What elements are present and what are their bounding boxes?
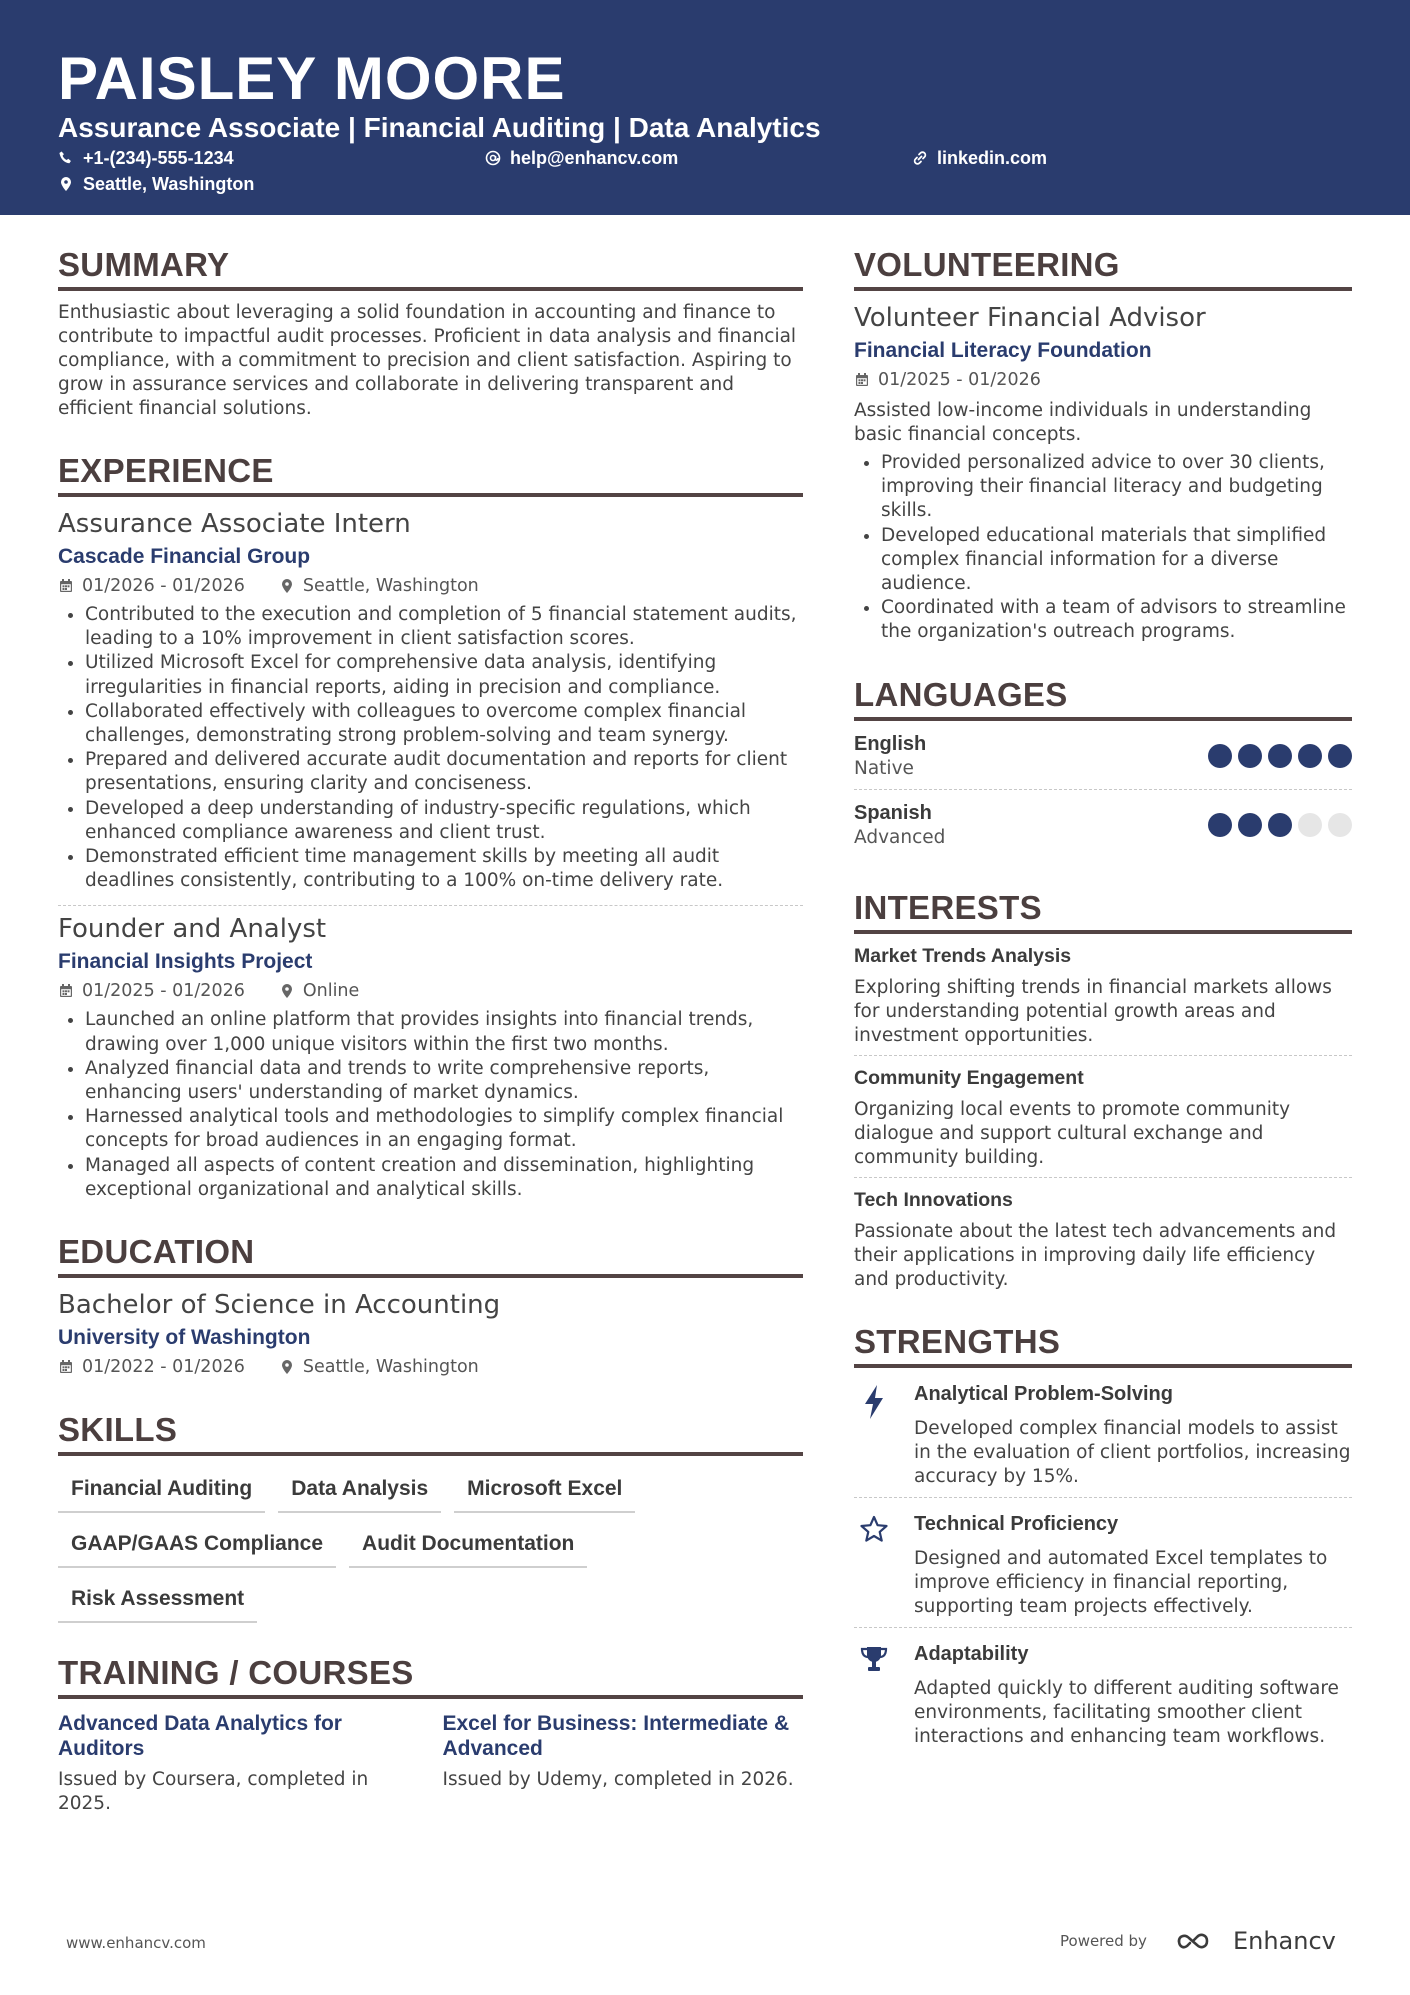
volunteering-section xyxy=(854,245,1352,645)
volunteer-organization: Financial Literacy Foundation xyxy=(854,339,1152,362)
language-name: English xyxy=(854,732,927,755)
strength-item xyxy=(854,1498,1352,1628)
volunteer-bullets xyxy=(854,451,1352,645)
rating-dot-empty xyxy=(1328,813,1352,837)
company-name: Financial Insights Project xyxy=(58,950,313,974)
volunteer-summary: Assisted low-income individuals in understanding basic financial concepts. xyxy=(854,400,1312,445)
strength-item xyxy=(854,1368,1352,1498)
course-title: Advanced Data Analytics for Auditors xyxy=(58,1712,342,1761)
interest-description: Exploring shifting trends in financial markets allows for understanding potential growth areas and investment opportunities. xyxy=(854,976,1332,1046)
languages-section xyxy=(854,675,1352,858)
language-item xyxy=(854,790,1352,858)
bullet-item: • Demonstrated efficient time management skills by meeting all audit deadlines consistently, contributing to a 100% on-time delivery rate. xyxy=(85,845,803,893)
training-section xyxy=(58,1653,803,1816)
bullet-item: • Managed all aspects of content creation and dissemination, highlighting exceptional organizational and analytical skills. xyxy=(85,1154,803,1202)
job-dates: 01/2026 - 01/2026 xyxy=(82,576,245,596)
footer-branding xyxy=(1060,1927,1336,1955)
rating-dot-filled xyxy=(1328,744,1352,768)
volunteer-meta xyxy=(854,367,1352,393)
interest-description: Passionate about the latest tech advancements and their applications in improving daily life efficiency and productivity. xyxy=(854,1220,1337,1290)
language-rating xyxy=(1208,744,1352,768)
brand-name: Enhancv xyxy=(1232,1927,1336,1955)
map-pin-icon xyxy=(58,176,74,192)
strengths-heading: STRENGTHS xyxy=(854,1322,1352,1368)
course-item xyxy=(443,1711,804,1816)
bullet-item: • Collaborated effectively with colleagues to overcome complex financial challenges, demonstrating strong problem-solving and team synergy. xyxy=(85,700,803,748)
company-name: Cascade Financial Group xyxy=(58,545,311,568)
bullet-item: • Developed educational materials that simplified complex financial information for a diverse audience. xyxy=(881,524,1352,597)
experience-entry xyxy=(58,912,803,1202)
job-location: Online xyxy=(302,981,360,1002)
calendar-icon xyxy=(58,1359,74,1375)
email-text: help@enhancv.com xyxy=(510,148,679,168)
skill-tag: Data Analysis xyxy=(278,1474,441,1513)
contact-linkedin[interactable] xyxy=(912,146,1047,170)
enhancv-logo-icon xyxy=(1173,1929,1219,1953)
strength-description: Developed complex financial models to assist in the evaluation of client portfolios, increasing accuracy by 15%. xyxy=(914,1417,1351,1487)
star-outline-icon xyxy=(858,1513,890,1551)
rating-dot-filled xyxy=(1208,813,1232,837)
skill-tag: Audit Documentation xyxy=(349,1529,587,1568)
lightning-bolt-icon xyxy=(858,1383,890,1421)
bullet-item: • Coordinated with a team of advisors to streamline the organization's outreach programs. xyxy=(881,596,1352,644)
degree-title: Bachelor of Science in Accounting xyxy=(58,1290,501,1321)
map-pin-icon xyxy=(279,578,295,594)
rating-dot-filled xyxy=(1238,744,1262,768)
course-description: Issued by Coursera, completed in 2025. xyxy=(58,1769,369,1815)
contact-email[interactable] xyxy=(485,146,678,170)
bullet-item: • Launched an online platform that provides insights into financial trends, drawing over 1,000 unique visitors within the first two months. xyxy=(85,1008,803,1056)
job-title: Assurance Associate Intern xyxy=(58,509,411,539)
interests-section xyxy=(854,888,1352,1292)
job-meta xyxy=(58,573,803,599)
language-rating xyxy=(1208,813,1352,837)
job-dates: 01/2025 - 01/2026 xyxy=(82,981,245,1002)
strength-description: Designed and automated Excel templates to improve efficiency in financial reporting, supporting team projects effectively. xyxy=(914,1547,1328,1617)
bullet-item: • Prepared and delivered accurate audit documentation and reports for client presentations, ensuring clarity and conciseness. xyxy=(85,748,803,796)
bullet-item: • Provided personalized advice to over 30 clients, improving their financial literacy and budgeting skills. xyxy=(881,451,1352,524)
strength-item xyxy=(854,1628,1352,1757)
bullet-item: • Developed a deep understanding of industry-specific regulations, which enhanced compliance awareness and client trust. xyxy=(85,797,803,845)
summary-heading: SUMMARY xyxy=(58,245,803,291)
languages-heading: LANGUAGES xyxy=(854,675,1352,721)
strength-title: Technical Proficiency xyxy=(914,1512,1119,1535)
contact-phone[interactable] xyxy=(58,146,234,170)
education-heading: EDUCATION xyxy=(58,1232,803,1278)
bullet-item: • Harnessed analytical tools and methodologies to simplify complex financial concepts for broad audiences in an engaging format. xyxy=(85,1105,803,1153)
rating-dot-filled xyxy=(1238,813,1262,837)
calendar-icon xyxy=(58,578,74,594)
interest-item xyxy=(854,1187,1352,1292)
skill-tag: Microsoft Excel xyxy=(454,1474,635,1513)
skill-tag: Risk Assessment xyxy=(58,1584,257,1623)
skill-tag: Financial Auditing xyxy=(58,1474,265,1513)
map-pin-icon xyxy=(279,983,295,999)
volunteer-role: Volunteer Financial Advisor xyxy=(854,303,1206,333)
left-column xyxy=(58,245,803,1846)
education-meta xyxy=(58,1354,803,1380)
phone-text: +1-(234)-555-1234 xyxy=(83,148,234,168)
resume-header xyxy=(0,0,1410,215)
interest-title: Tech Innovations xyxy=(854,1188,1013,1211)
interest-title: Market Trends Analysis xyxy=(854,944,1072,967)
summary-section xyxy=(58,245,803,421)
summary-text: Enthusiastic about leveraging a solid foundation in accounting and finance to contribute to impactful audit processes. Proficient in data analysis and financial compliance, with a commitment to precision and client satisfaction. Aspiring to grow in assurance services and collaborate in delivering transparent and efficient financial solutions. xyxy=(58,302,797,419)
at-sign-icon xyxy=(485,150,501,166)
rating-dot-filled xyxy=(1268,813,1292,837)
bullet-item: • Contributed to the execution and completion of 5 financial statement audits, leading to a 10% improvement in client satisfaction scores. xyxy=(85,603,803,651)
experience-entry xyxy=(58,507,803,893)
course-title: Excel for Business: Intermediate & Advanced xyxy=(442,1712,790,1761)
skills-heading: SKILLS xyxy=(58,1410,803,1456)
contact-location xyxy=(58,172,254,196)
entry-divider xyxy=(58,905,803,906)
strengths-section xyxy=(854,1322,1352,1757)
language-level: Advanced xyxy=(854,826,946,848)
rating-dot-filled xyxy=(1268,744,1292,768)
right-column xyxy=(854,245,1352,1787)
interests-heading: INTERESTS xyxy=(854,888,1352,934)
course-list xyxy=(58,1711,803,1816)
strength-description: Adapted quickly to different auditing software environments, facilitating smoother client interactions and enhancing team workflows. xyxy=(914,1677,1339,1747)
rating-dot-filled xyxy=(1208,744,1232,768)
calendar-icon xyxy=(58,983,74,999)
education-section xyxy=(58,1232,803,1380)
interest-title: Community Engagement xyxy=(854,1066,1084,1089)
trophy-icon xyxy=(858,1643,890,1681)
language-level: Native xyxy=(854,757,914,779)
job-bullets xyxy=(58,1008,803,1202)
phone-icon xyxy=(58,150,74,166)
bullet-item: • Utilized Microsoft Excel for comprehensive data analysis, identifying irregularities in financial reports, aiding in precision and compliance. xyxy=(85,651,803,699)
job-bullets xyxy=(58,603,803,893)
skill-tag: GAAP/GAAS Compliance xyxy=(58,1529,336,1568)
interest-item xyxy=(854,943,1352,1056)
interest-item xyxy=(854,1065,1352,1178)
strength-title: Adaptability xyxy=(914,1642,1029,1665)
volunteering-heading: VOLUNTEERING xyxy=(854,245,1352,291)
training-heading: TRAINING / COURSES xyxy=(58,1653,803,1699)
course-description: Issued by Udemy, completed in 2026. xyxy=(442,1769,794,1791)
course-item xyxy=(58,1711,419,1816)
candidate-headline: Assurance Associate | Financial Auditing | Data Analytics xyxy=(58,112,821,143)
skills-list xyxy=(58,1474,678,1623)
strength-title: Analytical Problem-Solving xyxy=(914,1382,1173,1405)
rating-dot-empty xyxy=(1298,813,1322,837)
map-pin-icon xyxy=(279,1359,295,1375)
volunteer-dates: 01/2025 - 01/2026 xyxy=(878,370,1041,390)
bullet-item: • Analyzed financial data and trends to write comprehensive reports, enhancing users' understanding of market dynamics. xyxy=(85,1057,803,1105)
skills-section xyxy=(58,1410,803,1623)
experience-heading: EXPERIENCE xyxy=(58,451,803,497)
link-icon xyxy=(912,150,928,166)
footer-website[interactable]: www.enhancv.com xyxy=(66,1934,206,1952)
rating-dot-filled xyxy=(1298,744,1322,768)
experience-section xyxy=(58,451,803,1202)
location-text: Seattle, Washington xyxy=(83,174,255,194)
job-meta xyxy=(58,978,803,1004)
language-name: Spanish xyxy=(854,801,932,824)
candidate-name: PAISLEY MOORE xyxy=(58,45,566,112)
job-title: Founder and Analyst xyxy=(58,914,327,945)
calendar-icon xyxy=(854,372,870,388)
job-location: Seattle, Washington xyxy=(302,576,479,596)
interest-description: Organizing local events to promote community dialogue and support cultural exchange and community building. xyxy=(854,1098,1291,1168)
linkedin-text: linkedin.com xyxy=(937,148,1048,168)
language-item xyxy=(854,721,1352,790)
school-name: University of Washington xyxy=(58,1326,311,1350)
powered-by-label: Powered by xyxy=(1060,1932,1147,1950)
education-location: Seattle, Washington xyxy=(302,1357,479,1378)
education-dates: 01/2022 - 01/2026 xyxy=(82,1357,245,1378)
